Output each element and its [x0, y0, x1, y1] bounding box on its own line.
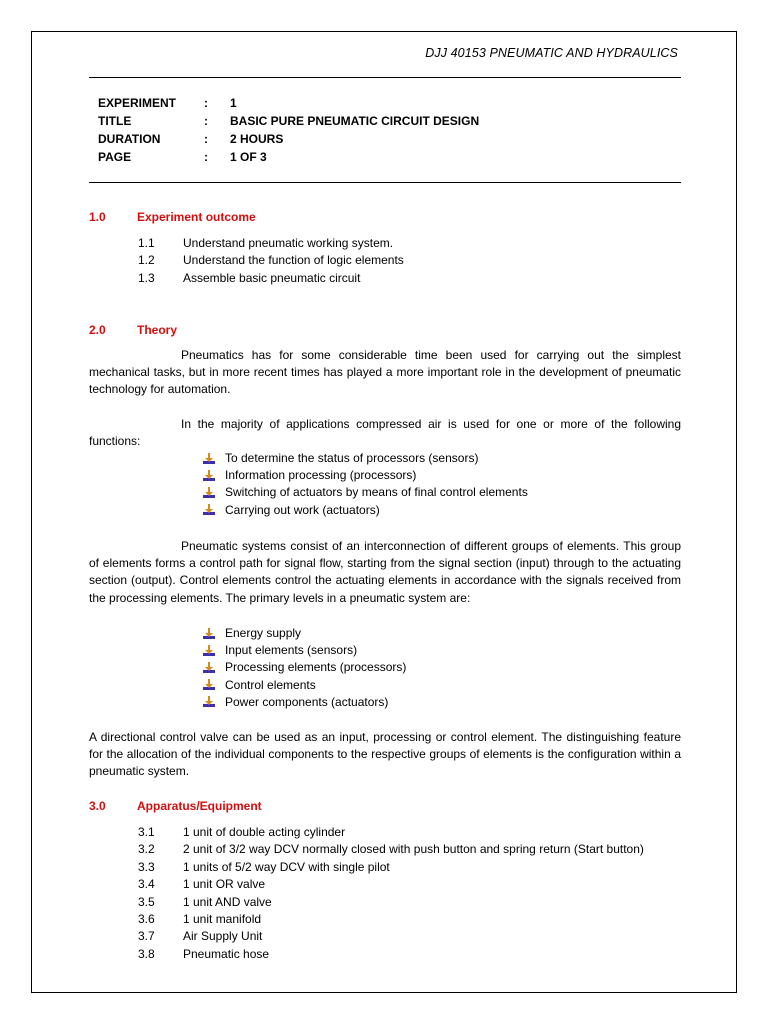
- list-item: Input elements (sensors): [203, 642, 406, 659]
- list-item: 3.5 1 unit AND valve: [138, 894, 272, 909]
- meta-value: 2 HOURS: [230, 132, 284, 146]
- list-item: 1.3 Assemble basic pneumatic circuit: [138, 270, 361, 285]
- meta-value: 1 OF 3: [230, 150, 267, 164]
- list-item: 1.2 Understand the function of logic elements: [138, 253, 404, 268]
- list-item: 3.1 1 unit of double acting cylinder: [138, 825, 346, 839]
- down-arrow-bar-icon: [203, 645, 215, 657]
- section-title: Experiment outcome: [137, 210, 256, 224]
- list-item: 3.8 Pneumatic hose: [138, 946, 270, 961]
- list-item: To determine the status of processors (sensors): [203, 450, 528, 467]
- section-number: 3.0: [89, 799, 106, 813]
- meta-colon: :: [204, 114, 208, 128]
- meta-key: DURATION: [98, 132, 161, 146]
- functions-list: [203, 450, 528, 519]
- meta-row-page: [98, 148, 479, 166]
- experiment-meta: [98, 94, 479, 166]
- meta-value: 1: [230, 96, 237, 110]
- list-item: 3.6 1 unit manifold: [138, 911, 262, 926]
- list-item: 1.1 Understand pneumatic working system.: [138, 236, 394, 250]
- theory-paragraph-3: Pneumatic systems consist of an interconnection of different groups of elements. This group of elements forms a control path for signal flow, starting from the signal section (input) through to the actuating section (output). Control elements control the actuating elements in accordance with the signals received from the processing elements. The primary levels in a pneumatic system are:: [89, 539, 681, 605]
- section-heading-apparatus: [89, 798, 262, 815]
- theory-paragraph-4: A directional control valve can be used as an input, processing or control element. The distinguishing feature for the allocation of the individual components to the respective groups of elements is the configuration within a pneumatic system.: [89, 730, 681, 779]
- section-number: 2.0: [89, 323, 106, 337]
- apparatus-list: [138, 824, 644, 963]
- header-rule: [89, 77, 681, 78]
- list-item: 3.2 2 unit of 3/2 way DCV normally closed with push button and spring return (Start button): [138, 842, 644, 857]
- down-arrow-bar-icon: [203, 662, 215, 674]
- down-arrow-bar-icon: [203, 696, 215, 708]
- down-arrow-bar-icon: [203, 487, 215, 499]
- outcome-list: [138, 235, 404, 287]
- list-item: 3.7 Air Supply Unit: [138, 929, 263, 944]
- footer-rule: [31, 992, 737, 993]
- list-item: 3.3 1 units of 5/2 way DCV with single pilot: [138, 859, 390, 874]
- meta-row-title: [98, 112, 479, 130]
- section-number: 1.0: [89, 210, 106, 224]
- levels-list: [203, 625, 406, 711]
- list-item: Energy supply: [203, 625, 406, 642]
- list-item: Switching of actuators by means of final control elements: [203, 484, 528, 501]
- meta-row-duration: [98, 130, 479, 148]
- meta-key: PAGE: [98, 150, 132, 164]
- section-title: Theory: [137, 323, 178, 337]
- list-item: Processing elements (processors): [203, 659, 406, 676]
- down-arrow-bar-icon: [203, 470, 215, 482]
- course-title: DJJ 40153 PNEUMATIC AND HYDRAULICS: [425, 46, 678, 60]
- meta-colon: :: [204, 150, 208, 164]
- theory-paragraph-1: Pneumatics has for some considerable time been used for carrying out the simplest mechanical tasks, but in more recent times has played a more important role in the development of pneumatic technology for automation.: [89, 348, 681, 397]
- down-arrow-bar-icon: [203, 679, 215, 691]
- meta-colon: :: [204, 132, 208, 146]
- list-item: Power components (actuators): [203, 694, 406, 711]
- meta-rule: [89, 182, 681, 183]
- meta-row-experiment: [98, 94, 479, 112]
- down-arrow-bar-icon: [203, 628, 215, 640]
- list-item: Control elements: [203, 677, 406, 694]
- meta-value: BASIC PURE PNEUMATIC CIRCUIT DESIGN: [230, 114, 480, 128]
- list-item: 3.4 1 unit OR valve: [138, 877, 266, 892]
- meta-colon: :: [204, 96, 208, 110]
- down-arrow-bar-icon: [203, 504, 215, 516]
- meta-key: EXPERIMENT: [98, 96, 177, 110]
- theory-paragraph-2: In the majority of applications compressed air is used for one or more of the following functions:: [89, 417, 681, 449]
- list-item: Information processing (processors): [203, 467, 528, 484]
- section-title: Apparatus/Equipment: [137, 799, 262, 813]
- section-heading-theory: [89, 322, 177, 339]
- section-heading-outcome: [89, 209, 256, 226]
- list-item: Carrying out work (actuators): [203, 502, 528, 519]
- down-arrow-bar-icon: [203, 453, 215, 465]
- document-page: [31, 31, 737, 993]
- meta-key: TITLE: [98, 114, 132, 128]
